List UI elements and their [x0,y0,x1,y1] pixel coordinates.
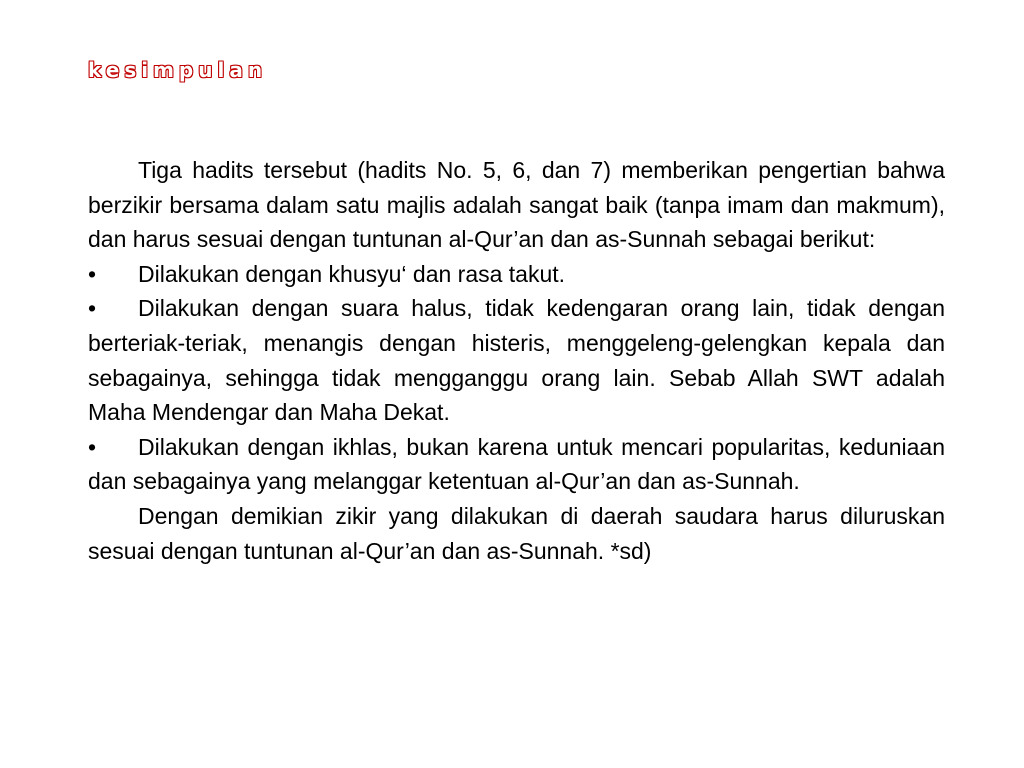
conclusion-paragraph: Dengan demikian zikir yang dilakukan di daerah saudara harus diluruskan sesuai dengan tuntunan al-Qur’an dan as-Sunnah. *sd) [88,502,945,564]
bullet-text: Dilakukan dengan suara halus, tidak kedengaran orang lain, tidak dengan berteriak-teriak, menangis dengan histeris, menggeleng-gelengkan kepala dan sebagainya, sehingga tidak mengganggu orang lain. Sebab Allah SWT adalah Maha Mendengar dan Maha Dekat. [88,295,945,426]
bullet-item-3 [88,430,945,499]
bullet-text: Dilakukan dengan ikhlas, bukan karena untuk mencari popularitas, keduniaan dan sebagainya yang melanggar ketentuan al-Qur’an dan as-Sunnah. [88,433,945,495]
bullet-text: Dilakukan dengan khusyu‘ dan rasa takut. [138,260,566,287]
slide-body [88,153,945,568]
bullet-marker: • [88,260,97,287]
intro-paragraph: Tiga hadits tersebut (hadits No. 5, 6, dan 7) memberikan pengertian bahwa berzikir bersama dalam satu majlis adalah sangat baik (tanpa imam dan makmum), dan harus sesuai dengan tuntunan al-Qur’an dan as-Sunnah sebagai berikut: [88,157,945,253]
slide-title: kesimpulan [88,58,268,82]
bullet-marker: • [88,295,97,322]
bullet-marker: • [88,433,97,460]
bullet-item-1 [88,257,945,292]
bullet-item-2 [88,291,945,429]
